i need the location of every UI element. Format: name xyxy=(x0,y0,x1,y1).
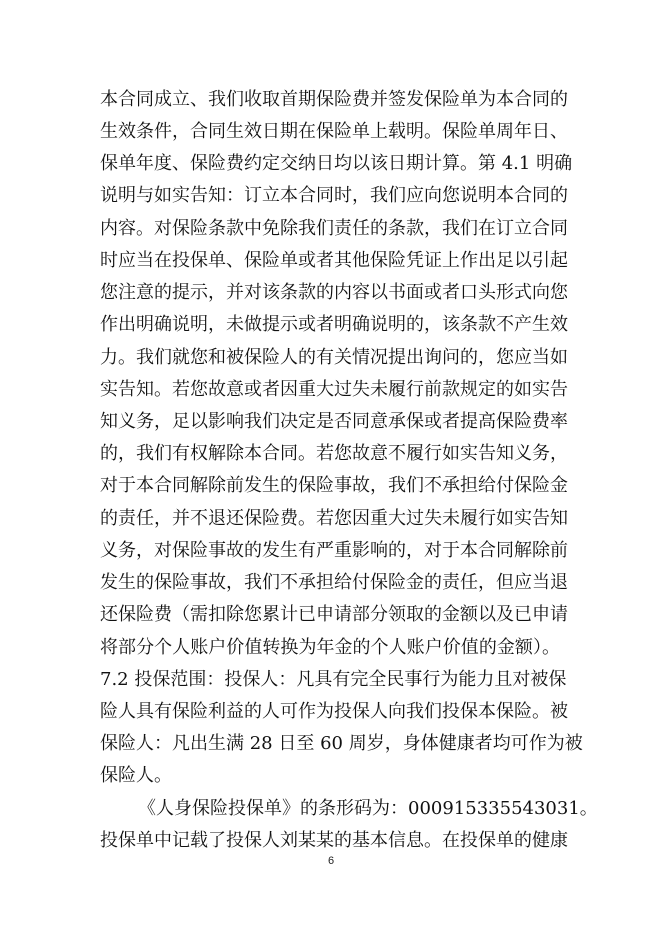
text-line: 的，我们有权解除本合同。若您故意不履行如实告知义务， xyxy=(100,443,568,464)
text-line: 您注意的提示，并对该条款的内容以书面或者口头形式向您 xyxy=(100,282,568,303)
text-line: 作出明确说明，未做提示或者明确说明的，该条款不产生效 xyxy=(100,314,568,335)
text-line: 义务，对保险事故的发生有严重影响的，对于本合同解除前 xyxy=(100,540,568,561)
text-line: 将部分个人账户价值转换为年金的个人账户价值的金额）。 xyxy=(100,637,560,658)
text-line: 生效条件，合同生效日期在保险单上载明。保险单周年日、 xyxy=(100,121,568,142)
page-number: 6 xyxy=(327,855,335,867)
text-line: 险人具有保险利益的人可作为投保人向我们投保本保险。被 xyxy=(100,701,568,722)
text-line: 7.2 投保范围：投保人：凡具有完全民事行为能力且对被保 xyxy=(100,669,567,690)
text-line: 说明与如实告知：订立本合同时，我们应向您说明本合同的 xyxy=(100,185,568,206)
text-line: 投保单中记载了投保人刘某某的基本信息。在投保单的健康 xyxy=(100,830,568,851)
text-line: 《人身保险投保单》的条形码为：000915335543031。 xyxy=(138,798,598,819)
text-line: 保险人。 xyxy=(100,765,172,786)
text-line: 力。我们就您和被保险人的有关情况提出询问的，您应当如 xyxy=(100,347,568,368)
text-line: 的责任，并不退还保险费。若您因重大过失未履行如实告知 xyxy=(100,508,568,529)
text-line: 保险人：凡出生满 28 日至 60 周岁，身体健康者均可作为被 xyxy=(100,733,583,754)
text-line: 本合同成立、我们收取首期保险费并签发保险单为本合同的 xyxy=(100,89,568,110)
text-line: 时应当在投保单、保险单或者其他保险凭证上作出足以引起 xyxy=(100,250,568,271)
text-line: 实告知。若您故意或者因重大过失未履行前款规定的如实告 xyxy=(100,379,568,400)
text-line: 发生的保险事故，我们不承担给付保险金的责任，但应当退 xyxy=(100,572,568,593)
text-line: 保单年度、保险费约定交纳日均以该日期计算。第 4.1 明确 xyxy=(100,153,573,174)
text-line: 知义务，足以影响我们决定是否同意承保或者提高保险费率 xyxy=(100,411,568,432)
text-line: 还保险费（需扣除您累计已申请部分领取的金额以及已申请 xyxy=(100,604,568,625)
text-line: 对于本合同解除前发生的保险事故，我们不承担给付保险金 xyxy=(100,475,568,496)
text-line: 内容。对保险条款中免除我们责任的条款，我们在订立合同 xyxy=(100,218,568,239)
